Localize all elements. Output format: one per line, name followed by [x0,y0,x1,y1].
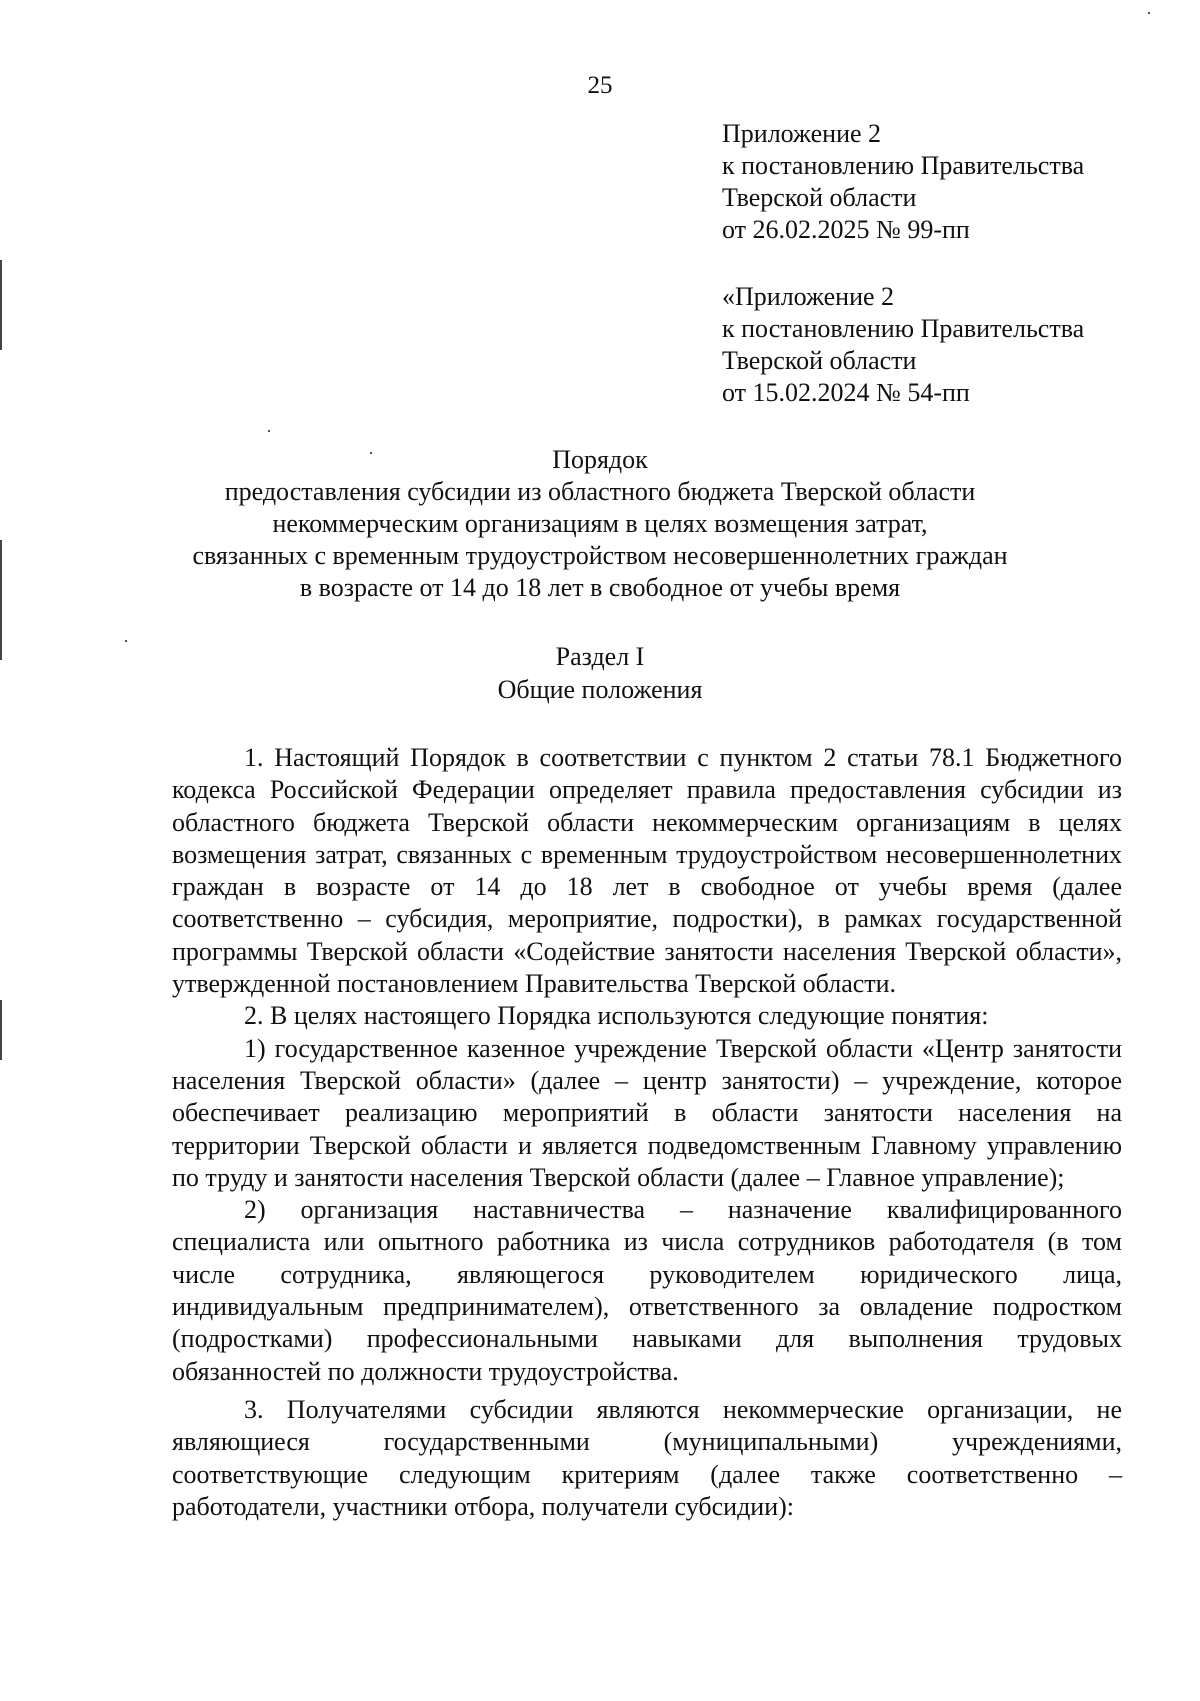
appendix-line: от 26.02.2025 № 99-пп [722,215,970,244]
appendix-line: Тверской области [722,346,917,375]
title-line: некоммерческим организациям в целях возмещения затрат, [272,509,928,538]
scan-edge-mark [0,260,2,350]
paragraph-2: 2. В целях настоящего Порядка используются следующие понятия: [244,1001,989,1031]
paragraph-2-1: 1) государственное казенное учреждение Тверской области «Центр занятости населения Тверской области» (далее – центр занятости) – учреждение, которое обеспечивает реализацию мероприятий в области занятости населения на территории Тверской области и является подведомственным Главному управлению по труду и занятости населения Тверской области (далее – Главное управление); [172,1033,1122,1192]
title-line: связанных с временным трудоустройством несовершеннолетних граждан [192,541,1008,570]
paragraph-1: 1. Настоящий Порядок в соответствии с пунктом 2 статьи 78.1 Бюджетного кодекса Российской Федерации определяет правила предоставления субсидии из областного бюджета Тверской области некоммерческим организациям в целях возмещения затрат, связанных с временным трудоустройством несовершеннолетних граждан в возрасте от 14 до 18 лет в свободное от учебы время (далее соответственно – субсидия, мероприятие, подростки), в рамках государственной программы Тверской области «Содействие занятости населения Тверской области», утвержденной постановлением Правительства Тверской области. [172,743,1122,999]
appendix-line: от 15.02.2024 № 54-пп [722,378,970,407]
section-number: Раздел I [555,642,645,671]
appendix-line: к постановлению Правительства [722,151,1085,180]
scan-edge-mark [0,540,2,660]
page-number: 25 [587,72,613,99]
scan-speck [268,430,270,432]
appendix-current-block [722,118,1182,246]
scan-edge-mark [0,1000,2,1060]
title-heading: Порядок [552,445,648,474]
appendix-previous-block [722,281,1182,409]
document-body [172,742,1122,1523]
paragraph-2-2: 2) организация наставничества – назначение квалифицированного специалиста или опытного работника из числа сотрудников работодателя (в том числе сотрудника, являющегося руководителем юридического лица, индивидуальным предпринимателем), ответственного за овладение подростком (подростками) профессиональными навыками для выполнения трудовых обязанностей по должности трудоустройства. [172,1195,1122,1386]
appendix-line: Тверской области [722,183,917,212]
title-line: в возрасте от 14 до 18 лет в свободное от учебы время [299,573,901,602]
appendix-line: к постановлению Правительства [722,314,1085,343]
appendix-line: Приложение 2 [722,119,882,148]
appendix-line: «Приложение 2 [722,282,895,311]
document-title [150,444,1050,604]
section-name: Общие положения [497,675,703,704]
title-line: предоставления субсидии из областного бюджета Тверской области [224,477,976,506]
scan-speck [125,640,127,642]
scan-speck [1148,12,1150,14]
paragraph-3: 3. Получателями субсидии являются некоммерческие организации, не являющиеся государственными (муниципальными) учреждениями, соответствующие следующим критериям (далее также соответственно – работодатели, участники отбора, получатели субсидии): [172,1394,1122,1521]
section-heading [150,640,1050,706]
